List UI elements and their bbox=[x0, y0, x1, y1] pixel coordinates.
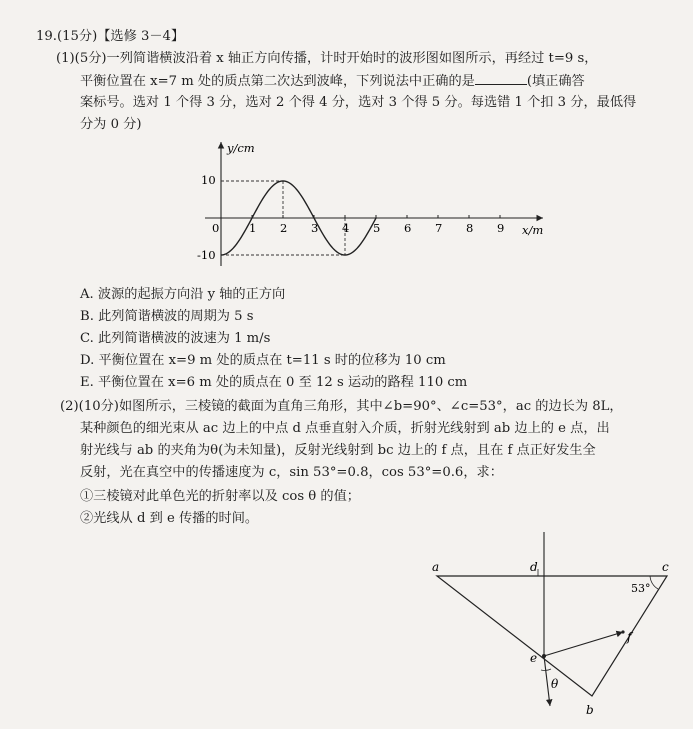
option-e: E. 平衡位置在 x=6 m 处的质点在 0 至 12 s 运动的路程 110 cm bbox=[80, 375, 468, 390]
wave-graph bbox=[195, 138, 555, 273]
x-tick-label-1: 1 bbox=[249, 221, 257, 235]
option-a: A. 波源的起振方向沿 y 轴的正方向 bbox=[80, 287, 286, 302]
part2-q2: ②光线从 d 到 e 传播的时间。 bbox=[80, 511, 259, 526]
option-b: B. 此列简谐横波的周期为 5 s bbox=[80, 309, 254, 324]
x-tick-label-5: 5 bbox=[373, 221, 381, 235]
y-tick-neg10: -10 bbox=[197, 248, 216, 262]
label-f: f bbox=[627, 630, 632, 644]
question-header: 19.(15分)【选修 3－4】 bbox=[36, 29, 185, 44]
reflected-ray bbox=[544, 632, 623, 656]
part2-line3: 射光线与 ab 的夹角为θ(为未知量)，反射光线射到 bc 边上的 f 点，且在 f 点正好发生全 bbox=[80, 443, 596, 458]
label-a: a bbox=[432, 560, 440, 574]
y-axis-label: y/cm bbox=[227, 141, 255, 155]
label-e: e bbox=[530, 651, 538, 665]
part2-line2: 某种颜色的细光束从 ac 边上的中点 d 点垂直射入介质，折射光线射到 ab 边上的 e 点，出 bbox=[80, 421, 610, 436]
point-e bbox=[542, 654, 546, 658]
answer-blank bbox=[475, 72, 527, 85]
part1-line2 bbox=[80, 72, 585, 91]
x-tick-label-9: 9 bbox=[497, 221, 505, 235]
part2-q1: ①三棱镜对此单色光的折射率以及 cos θ 的值； bbox=[80, 489, 360, 504]
label-angle-c: 53° bbox=[631, 582, 651, 595]
label-d: d bbox=[530, 560, 538, 574]
x-tick-label-8: 8 bbox=[466, 221, 474, 235]
x-tick-label-6: 6 bbox=[404, 221, 412, 235]
origin-label: 0 bbox=[212, 221, 220, 235]
x-tick-label-4: 4 bbox=[342, 221, 350, 235]
part1-line2-text: 平衡位置在 x=7 m 处的质点第二次达到波峰，下列说法中正确的是 bbox=[80, 74, 475, 89]
label-b: b bbox=[586, 703, 594, 717]
option-d: D. 平衡位置在 x=9 m 处的质点在 t=11 s 时的位移为 10 cm bbox=[80, 353, 446, 368]
part1-line2-tail: (填正确答 bbox=[526, 74, 585, 89]
point-f bbox=[621, 630, 624, 633]
angle-c-arc bbox=[650, 576, 658, 589]
x-tick-label-7: 7 bbox=[435, 221, 443, 235]
x-axis-label: x/m bbox=[522, 223, 544, 237]
option-c: C. 此列简谐横波的波速为 1 m/s bbox=[80, 331, 271, 346]
part1-line3: 案标号。选对 1 个得 3 分，选对 2 个得 4 分，选对 3 个得 5 分。每选错 1 个扣 3 分，最低得 bbox=[80, 95, 637, 110]
part2-line4: 反射，光在真空中的传播速度为 c，sin 53°=0.8，cos 53°=0.6，求： bbox=[80, 465, 503, 480]
label-c: c bbox=[662, 560, 669, 574]
x-tick-label-3: 3 bbox=[311, 221, 319, 235]
label-theta: θ bbox=[551, 677, 559, 691]
part1-line1: (1)(5分)一列简谐横波沿着 x 轴正方向传播，计时开始时的波形图如图所示，再经过 t=9 s， bbox=[56, 51, 598, 66]
prism-diagram bbox=[420, 528, 680, 724]
part2-line1: (2)(10分)如图所示，三棱镜的截面为直角三角形，其中∠b=90°、∠c=53°，ac 的边长为 8L， bbox=[60, 399, 623, 414]
x-tick-label-2: 2 bbox=[280, 221, 288, 235]
y-tick-10: 10 bbox=[201, 173, 216, 187]
part1-line4: 分为 0 分) bbox=[80, 117, 142, 132]
